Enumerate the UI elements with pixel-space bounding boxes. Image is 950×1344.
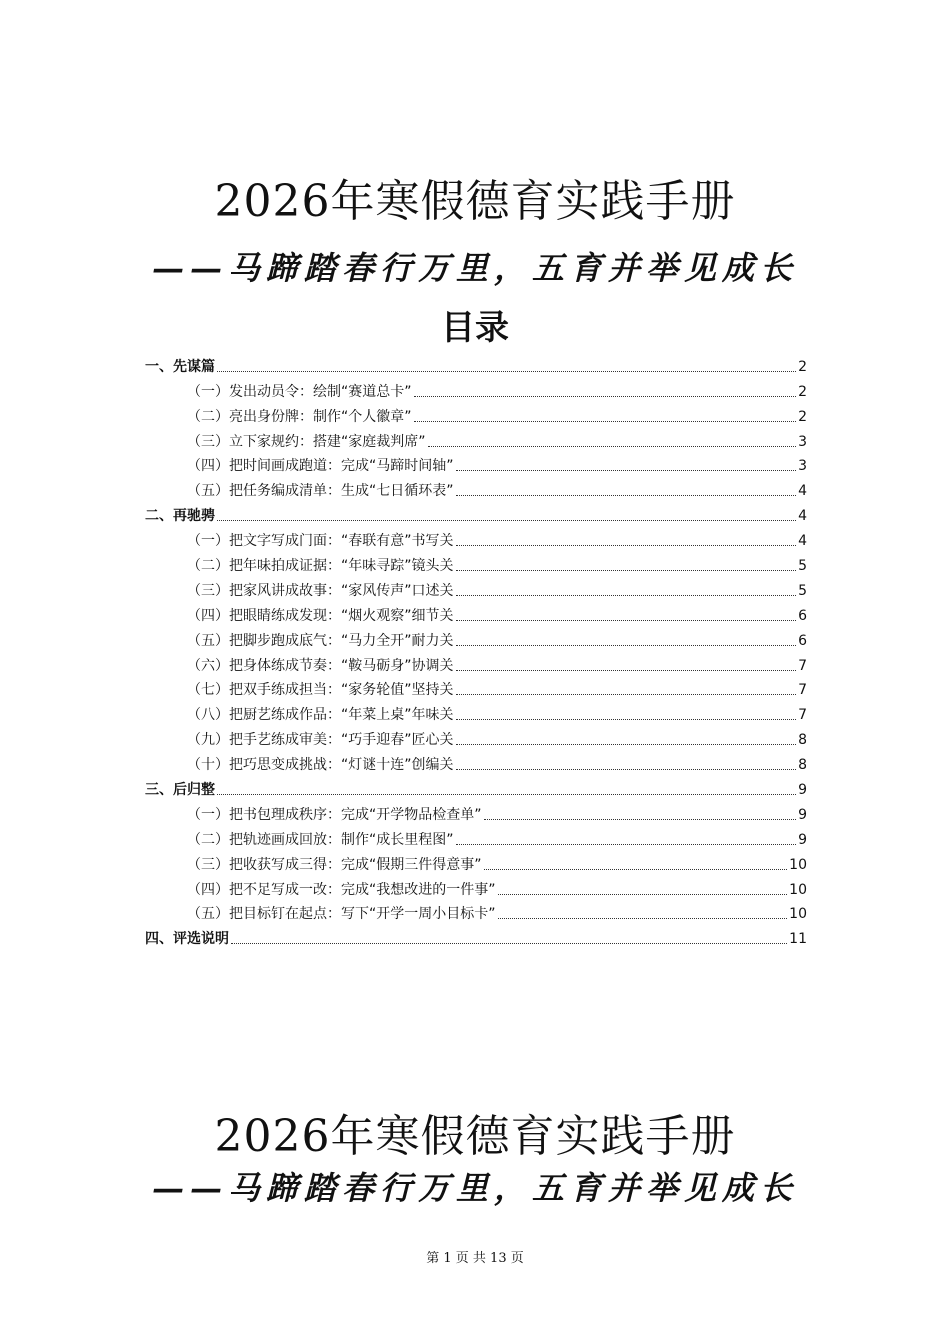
toc-dot-leader [484,869,788,870]
toc-subsection-entry[interactable] [145,625,807,650]
toc-page-number: 9 [798,831,807,848]
toc-page-number: 2 [798,358,807,375]
toc-section-entry[interactable] [145,923,807,948]
toc-entry-text: （五）把任务编成清单：生成“七日循环表” [187,483,454,500]
toc-entry-text: （二）亮出身份牌：制作“个人徽章” [187,408,412,425]
toc-page-number: 5 [798,558,807,575]
toc-entry-text: 二、再驰骋 [145,508,215,525]
toc-entry-text: 四、评选说明 [145,931,229,948]
toc-subsection-entry[interactable] [145,376,807,401]
toc-dot-leader [456,719,797,720]
toc-entry-text: （八）把厨艺练成作品：“年菜上桌”年味关 [187,707,454,724]
toc-page-number: 6 [798,607,807,624]
toc-dot-leader [484,819,797,820]
toc-subsection-entry[interactable] [145,749,807,774]
toc-page-number: 7 [798,657,807,674]
toc-section-entry[interactable] [145,500,807,525]
toc-dot-leader [456,620,797,621]
toc-subsection-entry[interactable] [145,874,807,899]
toc-page-number: 11 [789,931,807,948]
toc-dot-leader [456,744,797,745]
toc-page-number: 6 [798,632,807,649]
toc-dot-leader [456,545,797,546]
toc-subsection-entry[interactable] [145,899,807,924]
toc-dot-leader [217,520,796,521]
toc-dot-leader [231,943,787,944]
toc-entry-text: 一、先谋篇 [145,358,215,375]
toc-entry-text: （三）把收获写成三得：完成“假期三件得意事” [187,856,482,873]
toc-entry-text: （一）把书包理成秩序：完成“开学物品检查单” [187,806,482,823]
toc-entry-text: （九）把手艺练成审美：“巧手迎春”匠心关 [187,732,454,749]
toc-dot-leader [498,918,788,919]
toc-entry-text: （三）立下家规约：搭建“家庭裁判席” [187,433,426,450]
toc-entry-text: （一）把文字写成门面：“春联有意”书写关 [187,533,454,550]
toc-subsection-entry[interactable] [145,600,807,625]
toc-dot-leader [456,670,797,671]
toc-subsection-entry[interactable] [145,575,807,600]
toc-entry-text: （二）把轨迹画成回放：制作“成长里程图” [187,831,454,848]
toc-entry-text: （四）把眼睛练成发现：“烟火观察”细节关 [187,607,454,624]
toc-page-number: 4 [798,483,807,500]
toc-subsection-entry[interactable] [145,401,807,426]
toc-entry-text: （三）把家风讲成故事：“家风传声”口述关 [187,582,454,599]
toc-dot-leader [456,645,797,646]
page-footer: 第 1 页 共 13 页 [426,1251,524,1266]
toc-subsection-entry[interactable] [145,650,807,675]
table-of-contents [145,351,807,948]
toc-page-number: 10 [789,856,807,873]
toc-entry-text: （七）把双手练成担当：“家务轮值”坚持关 [187,682,454,699]
toc-subsection-entry[interactable] [145,675,807,700]
toc-dot-leader [217,371,796,372]
toc-entry-text: （四）把不足写成一改：完成“我想改进的一件事” [187,881,496,898]
toc-entry-text: （一）发出动员令：绘制“赛道总卡” [187,383,412,400]
toc-page-number: 3 [798,458,807,475]
toc-subsection-entry[interactable] [145,799,807,824]
toc-page-number: 7 [798,682,807,699]
toc-entry-text: （五）把目标钉在起点：写下“开学一周小目标卡” [187,906,496,923]
toc-dot-leader [414,421,797,422]
toc-subsection-entry[interactable] [145,475,807,500]
toc-page-number: 8 [798,757,807,774]
toc-dot-leader [217,794,796,795]
toc-subsection-entry[interactable] [145,724,807,749]
toc-dot-leader [414,396,797,397]
toc-entry-text: （二）把年味拍成证据：“年味寻踪”镜头关 [187,558,454,575]
toc-subsection-entry[interactable] [145,451,807,476]
toc-page-number: 9 [798,806,807,823]
toc-page-number: 9 [798,782,807,799]
toc-dot-leader [456,694,797,695]
toc-dot-leader [456,470,797,471]
toc-dot-leader [456,570,797,571]
toc-page-number: 10 [789,906,807,923]
toc-subsection-entry[interactable] [145,426,807,451]
toc-page-number: 4 [798,533,807,550]
toc-entry-text: （四）把时间画成跑道：完成“马蹄时间轴” [187,458,454,475]
toc-subsection-entry[interactable] [145,525,807,550]
toc-dot-leader [456,595,797,596]
toc-page-number: 7 [798,707,807,724]
toc-page-number: 4 [798,508,807,525]
toc-entry-text: （五）把脚步跑成底气：“马力全开”耐力关 [187,632,454,649]
document-subtitle-repeat: ——马蹄踏春行万里，五育并举见成长 [151,1169,798,1207]
toc-dot-leader [456,769,797,770]
toc-subsection-entry[interactable] [145,550,807,575]
toc-section-entry[interactable] [145,351,807,376]
toc-entry-text: 三、后归整 [145,782,215,799]
toc-section-entry[interactable] [145,774,807,799]
document-title: 2026年寒假德育实践手册 [214,176,736,227]
toc-page-number: 3 [798,433,807,450]
toc-dot-leader [456,495,797,496]
toc-heading: 目录 [441,308,509,348]
toc-subsection-entry[interactable] [145,699,807,724]
toc-subsection-entry[interactable] [145,824,807,849]
toc-subsection-entry[interactable] [145,849,807,874]
toc-page-number: 8 [798,732,807,749]
toc-entry-text: （六）把身体练成节奏：“鞍马砺身”协调关 [187,657,454,674]
toc-page-number: 5 [798,582,807,599]
toc-dot-leader [498,894,788,895]
document-subtitle: ——马蹄踏春行万里，五育并举见成长 [151,249,798,287]
toc-page-number: 2 [798,408,807,425]
toc-dot-leader [456,844,797,845]
document-title-repeat: 2026年寒假德育实践手册 [214,1111,736,1162]
toc-page-number: 10 [789,881,807,898]
toc-page-number: 2 [798,383,807,400]
toc-entry-text: （十）把巧思变成挑战：“灯谜十连”创编关 [187,757,454,774]
toc-dot-leader [428,446,797,447]
